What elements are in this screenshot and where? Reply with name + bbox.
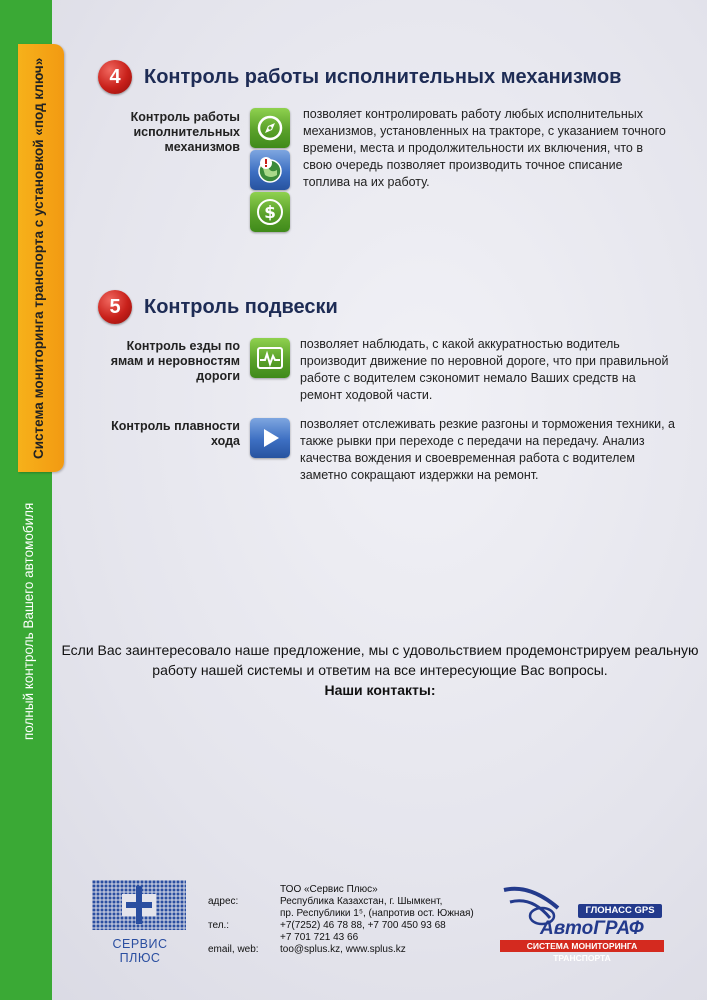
section-5-title: Контроль подвески <box>144 295 338 318</box>
autograf-slogan: СИСТЕМА МОНИТОРИНГА ТРАНСПОРТА <box>500 940 664 952</box>
autograf-logo <box>500 882 664 963</box>
phone-line-2: +7 701 721 43 66 <box>280 932 359 943</box>
section-4-description: позволяет контролировать работу любых исполнительных механизмов, установленных на тракторе, с указанием точного времени, места и продолжительности их включения, что в свою очередь позволяет производить точное списание топлива на их работу. <box>303 107 666 189</box>
logo-caption: СЕРВИС ПЛЮС <box>112 937 168 965</box>
compass-icon <box>250 108 290 148</box>
waveform-icon <box>250 338 290 378</box>
section-5-item-2-label: Контроль плавности хода <box>111 419 240 448</box>
section-5-heading <box>98 290 338 324</box>
globe-warning-icon <box>250 150 290 190</box>
side-green-text: полный контроль Вашего автомобиля <box>21 502 36 740</box>
section-5-item-1-label: Контроль езды по ямам и неровностям дороги <box>110 339 240 383</box>
company-name: ТОО «Сервис Плюс» <box>280 884 378 895</box>
closing-block <box>60 640 700 700</box>
section-5-item-1-description: позволяет наблюдать, с какой аккуратностью водитель производит движение по неровной дороге, что при правильной работе с водителем сэкономит немало Ваших средств на ремонт ходовой части. <box>300 337 669 402</box>
svg-text:$: $ <box>264 203 276 223</box>
contacts-heading: Наши контакты: <box>324 682 436 698</box>
autograf-brand-name: АвтоГРАФ <box>540 918 644 939</box>
service-plus-logo <box>92 880 188 965</box>
address-label: адрес: <box>208 896 239 907</box>
web-label: email, web: <box>208 944 259 955</box>
phone-label: тел.: <box>208 920 230 931</box>
section-4-label: Контроль работы исполнительных механизмов <box>130 110 240 154</box>
address-line-2: пр. Республики 1⁵, (напротив ост. Южная) <box>280 908 474 919</box>
section-5-number: 5 <box>98 290 132 324</box>
phone-line-1: +7(7252) 46 78 88, +7 700 450 93 68 <box>280 920 446 931</box>
section-5-item-2-description: позволяет отслеживать резкие разгоны и торможения техники, а также рывки при переходе с передачи на передачу. Анализ качества вождения и своевременная работа с водителем заметно сокращают издержки на ремонт. <box>300 417 675 482</box>
contacts-block <box>208 884 474 956</box>
play-icon <box>250 418 290 458</box>
dollar-icon <box>250 192 290 232</box>
section-4-heading <box>98 60 621 94</box>
section-4-number: 4 <box>98 60 132 94</box>
closing-text: Если Вас заинтересовало наше предложение, мы с удовольствием продемонстрируем реальную работу нашей системы и ответим на все интересующие Вас вопросы. <box>61 642 699 678</box>
service-plus-grid-icon <box>92 880 186 930</box>
glonass-gps-badge: ГЛОНАСС GPS <box>578 904 662 918</box>
section-4-title: Контроль работы исполнительных механизмов <box>144 65 622 88</box>
side-orange-text: Система мониторинга транспорта с установкой «под ключ» <box>31 57 46 459</box>
web-value[interactable]: too@splus.kz, www.splus.kz <box>280 944 406 955</box>
address-line-1: Республика Казахстан, г. Шымкент, <box>280 896 443 907</box>
